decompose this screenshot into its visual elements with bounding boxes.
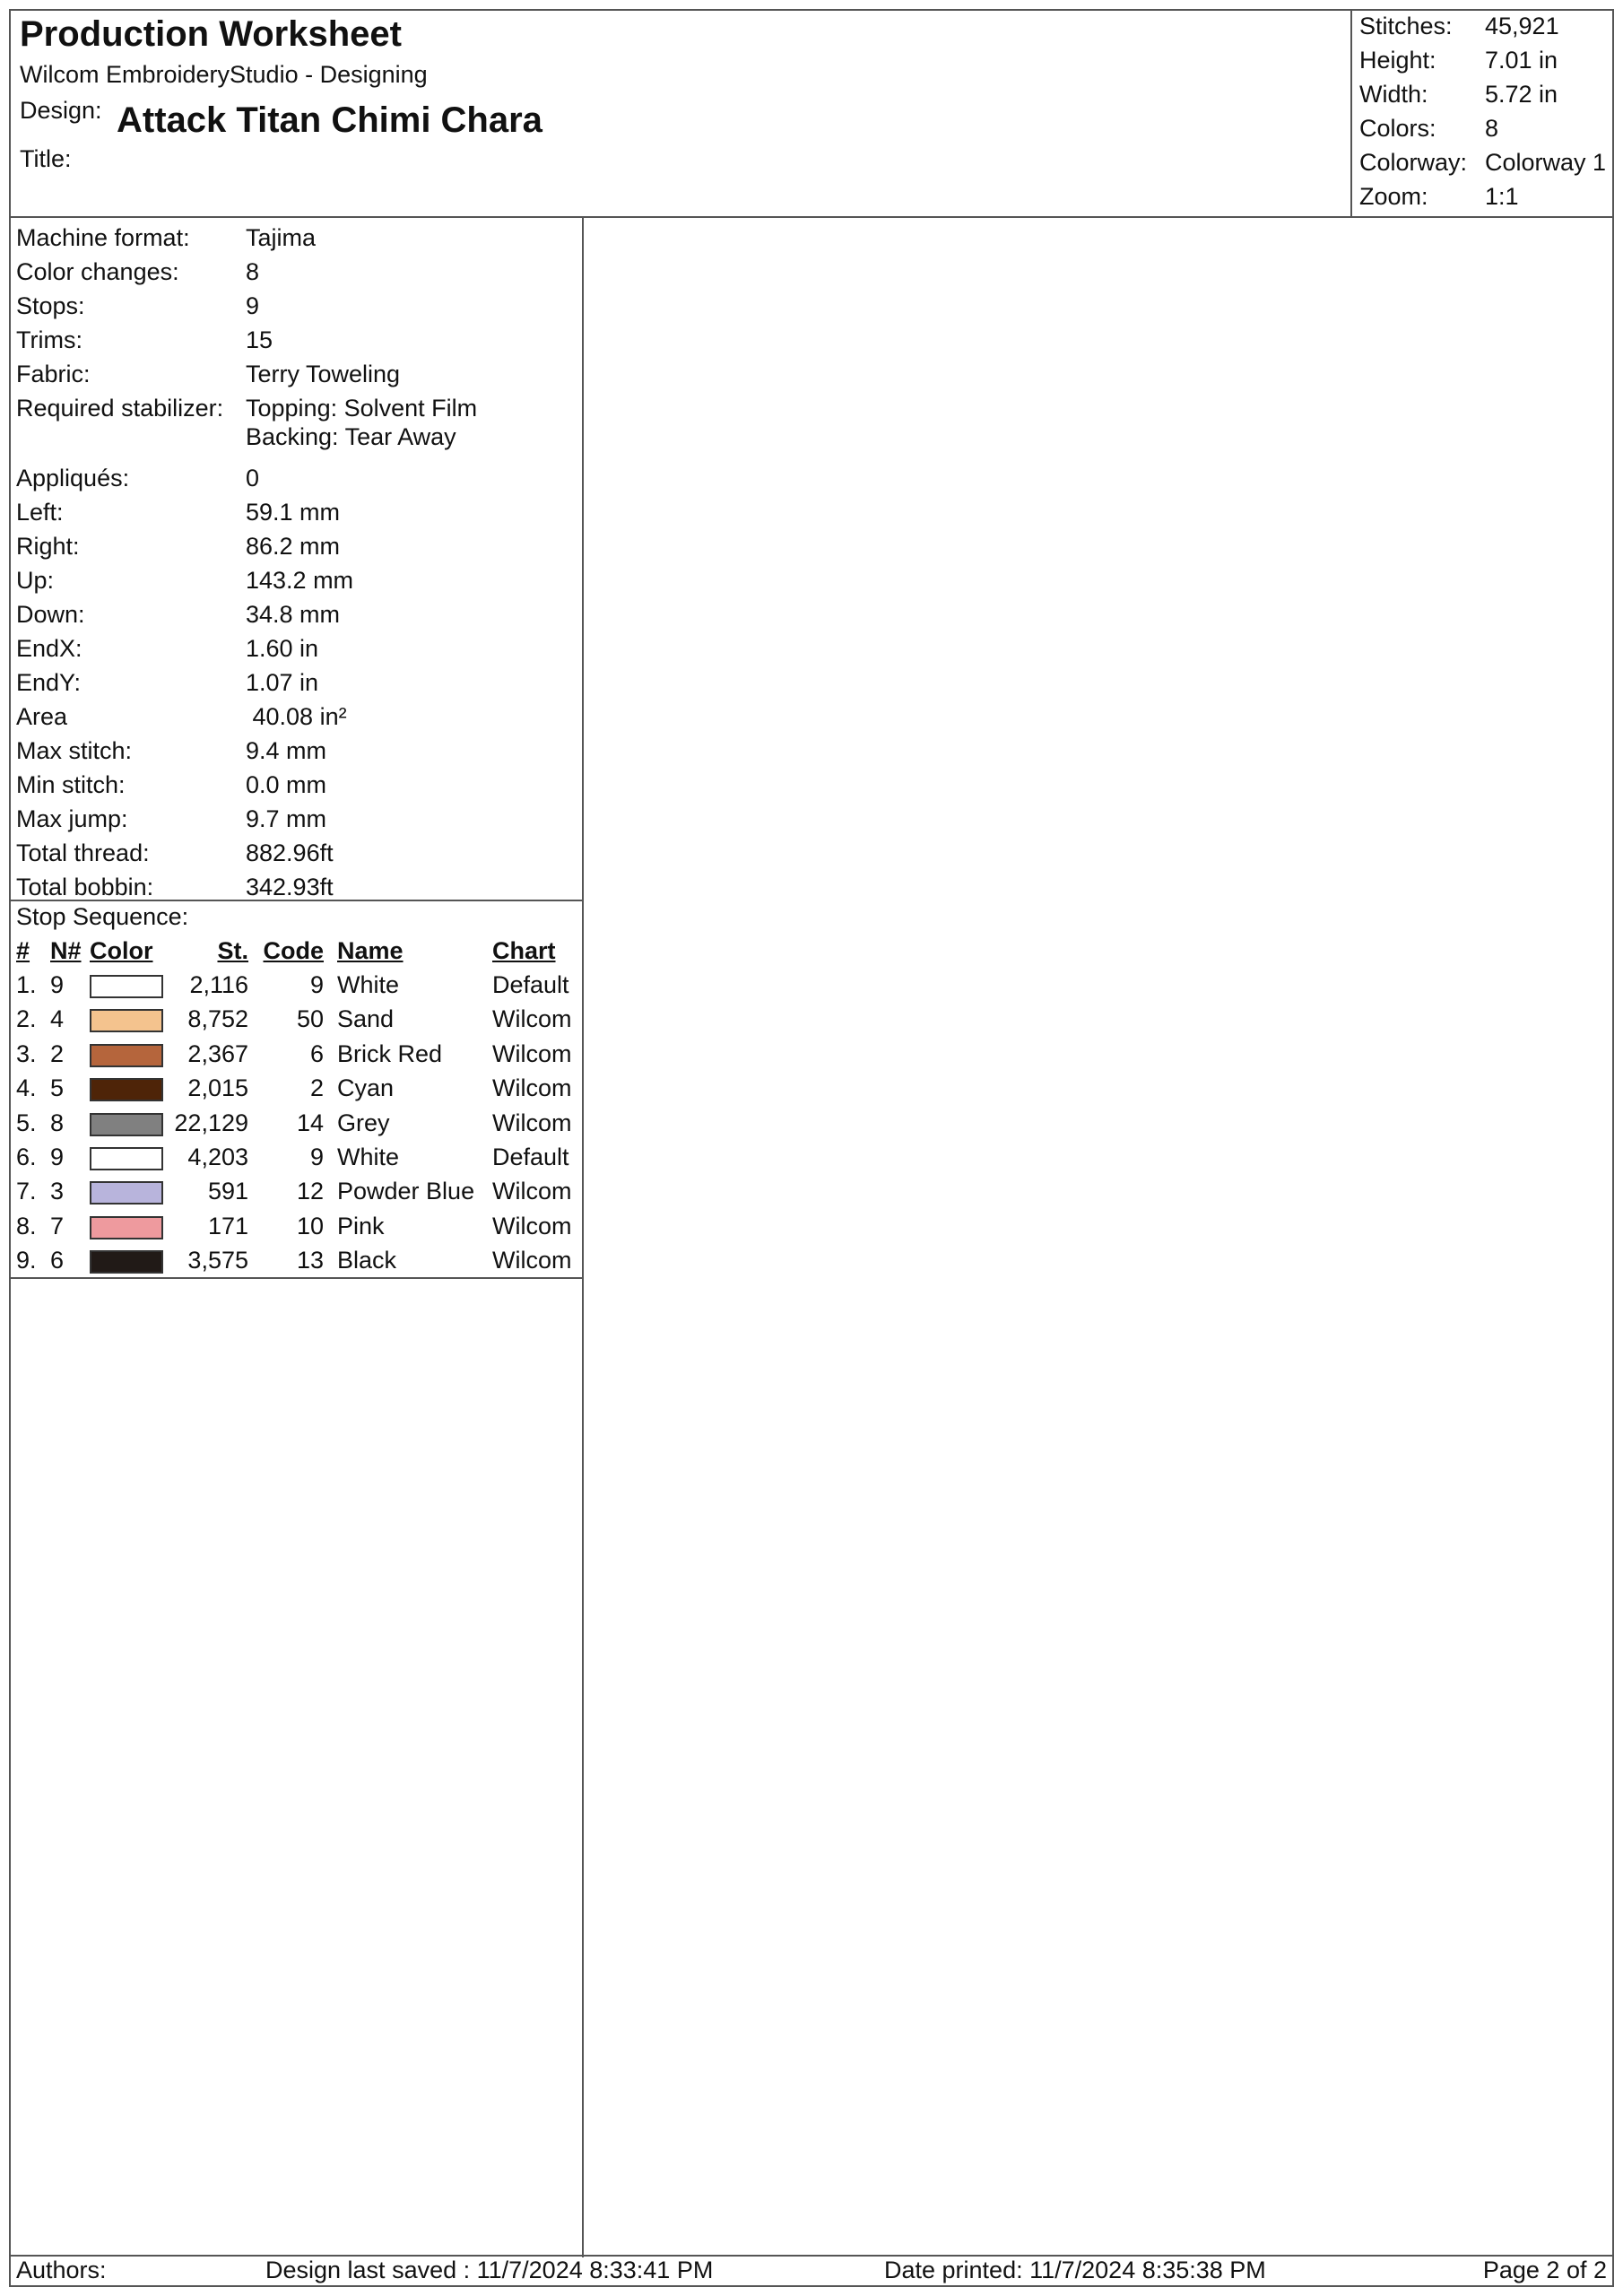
needle-number: 6 <box>50 1247 65 1274</box>
table-row <box>11 1247 582 1281</box>
thread-chart: Wilcom <box>492 1212 572 1239</box>
thread-chart: Wilcom <box>492 1247 572 1274</box>
thread-name: Brick Red <box>337 1039 443 1067</box>
summary-row: Height: 7.01 in <box>1359 47 1558 74</box>
thread-code: 14 <box>296 1109 324 1136</box>
color-swatch <box>90 1113 163 1136</box>
color-swatch <box>90 1147 163 1170</box>
needle-number: 7 <box>50 1212 65 1239</box>
design-name: Attack Titan Chimi Chara <box>117 100 542 140</box>
thread-name: White <box>337 1144 400 1170</box>
thread-code: 2 <box>309 1074 324 1102</box>
needle-number: 8 <box>50 1109 65 1136</box>
worksheet-footer <box>11 2255 1612 2285</box>
thread-chart: Wilcom <box>492 1178 572 1205</box>
col-header-name: Name <box>337 937 404 964</box>
col-header-stitches: St. <box>217 937 248 964</box>
stop-sequence-section <box>11 900 582 1279</box>
thread-name: Grey <box>337 1109 390 1136</box>
thread-code: 12 <box>296 1178 324 1205</box>
col-header-num: # <box>16 937 30 964</box>
table-row <box>11 1213 582 1247</box>
thread-chart: Default <box>492 971 569 998</box>
stitch-count: 2,015 <box>187 1074 248 1102</box>
needle-number: 4 <box>50 1005 65 1033</box>
color-swatch <box>90 1009 163 1032</box>
stop-sequence-label: Stop Sequence: <box>16 903 189 930</box>
authors-label: Authors: <box>16 2257 107 2283</box>
thread-code: 9 <box>309 971 324 998</box>
date-printed: Date printed: 11/7/2024 8:35:38 PM <box>884 2257 1266 2283</box>
thread-name: Pink <box>337 1212 385 1239</box>
design-label: Design: <box>20 97 102 124</box>
col-header-chart: Chart <box>492 937 556 964</box>
col-header-needle: N# <box>50 937 82 964</box>
summary-panel <box>1350 11 1612 216</box>
col-header-color: Color <box>90 937 153 964</box>
row-number: 7. <box>16 1178 37 1205</box>
thread-chart: Wilcom <box>492 1039 572 1067</box>
stitch-count: 4,203 <box>187 1144 248 1170</box>
thread-code: 9 <box>309 1144 324 1170</box>
stitch-count: 22,129 <box>174 1109 248 1136</box>
thread-code: 13 <box>296 1247 324 1274</box>
color-swatch <box>90 1078 163 1101</box>
thread-chart: Wilcom <box>492 1109 572 1136</box>
app-name: Wilcom EmbroideryStudio - Designing <box>20 61 428 88</box>
table-row <box>11 1040 582 1074</box>
needle-number: 9 <box>50 1144 65 1170</box>
color-swatch <box>90 1250 163 1274</box>
row-number: 2. <box>16 1005 37 1033</box>
thread-name: Cyan <box>337 1074 395 1102</box>
thread-code: 50 <box>296 1005 324 1033</box>
color-swatch <box>90 1181 163 1205</box>
table-header-row <box>11 937 582 971</box>
stitch-count: 591 <box>207 1178 248 1205</box>
thread-name: Black <box>337 1247 397 1274</box>
summary-row: Zoom: 1:1 <box>1359 183 1519 210</box>
table-row <box>11 1178 582 1212</box>
needle-number: 9 <box>50 971 65 998</box>
row-number: 9. <box>16 1247 37 1274</box>
color-swatch <box>90 1216 163 1239</box>
col-header-code: Code <box>263 937 324 964</box>
worksheet-frame <box>9 9 1614 2287</box>
page-number: Page 2 of 2 <box>1482 2257 1607 2283</box>
summary-row: Stitches: 45,921 <box>1359 13 1559 39</box>
row-number: 4. <box>16 1074 37 1102</box>
stitch-count: 3,575 <box>187 1247 248 1274</box>
thread-name: Powder Blue <box>337 1178 475 1205</box>
row-number: 5. <box>16 1109 37 1136</box>
worksheet-header <box>11 11 1612 218</box>
row-number: 6. <box>16 1144 37 1170</box>
page-title: Production Worksheet <box>20 14 402 54</box>
properties-panel: Machine format: Tajima Color changes: 8 Stops: 9 Trims: 15 Fabric: Terry Toweling Required stabilizer: Topping: Solvent Film Backing: Tear Away Appliqués: 0 Left: 59.1 mm Right: 86.2 mm Up: 143.2 mm Down: 34.8 mm EndX: 1.60 in EndY: 1.07 in Area 40.08 in² Max stitch: 9.4 mm Min stitch: 0.0 mm Max jump: 9.7 mm Total thread: 882.96ft Total bobbin: 342.93ft Stop Sequence: # N# Color St. Code Name Chart 1. 9 2,116 9 White Default 2. 4 8,752 50 Sand Wilcom 3. 2 2,367 6 Brick Red Wilcom 4. 5 2,015 2 Cyan Wilcom 5. 8 22,129 14 Grey Wilcom 6. 9 4,203 9 White Default 7. 3 591 12 Powder Blue Wilcom 8. 7 171 10 Pink Wilcom 9. 6 3,575 13 Black Wilcom <box>11 218 584 2257</box>
table-row <box>11 971 582 1005</box>
stitch-count: 2,116 <box>189 971 248 998</box>
summary-row: Width: 5.72 in <box>1359 81 1558 108</box>
table-row <box>11 1109 582 1144</box>
color-swatch <box>90 975 163 998</box>
needle-number: 5 <box>50 1074 65 1102</box>
thread-code: 6 <box>309 1039 324 1067</box>
summary-row: Colorway: Colorway 1 <box>1359 149 1607 176</box>
needle-number: 2 <box>50 1039 65 1067</box>
title-label: Title: <box>20 145 72 172</box>
stitch-count: 171 <box>207 1212 248 1239</box>
summary-row: Colors: 8 <box>1359 115 1499 142</box>
thread-chart: Wilcom <box>492 1074 572 1102</box>
last-saved: Design last saved : 11/7/2024 8:33:41 PM <box>265 2257 714 2283</box>
row-number: 1. <box>16 971 37 998</box>
thread-chart: Default <box>492 1144 569 1170</box>
needle-number: 3 <box>50 1178 65 1205</box>
thread-name: White <box>337 971 400 998</box>
row-number: 8. <box>16 1212 37 1239</box>
thread-name: Sand <box>337 1005 395 1033</box>
stitch-count: 8,752 <box>187 1005 248 1033</box>
row-number: 3. <box>16 1039 37 1067</box>
table-row <box>11 1074 582 1109</box>
color-swatch <box>90 1044 163 1067</box>
table-row <box>11 1005 582 1039</box>
thread-chart: Wilcom <box>492 1005 572 1033</box>
stitch-count: 2,367 <box>187 1039 248 1067</box>
thread-code: 10 <box>296 1212 324 1239</box>
table-row <box>11 1144 582 1178</box>
